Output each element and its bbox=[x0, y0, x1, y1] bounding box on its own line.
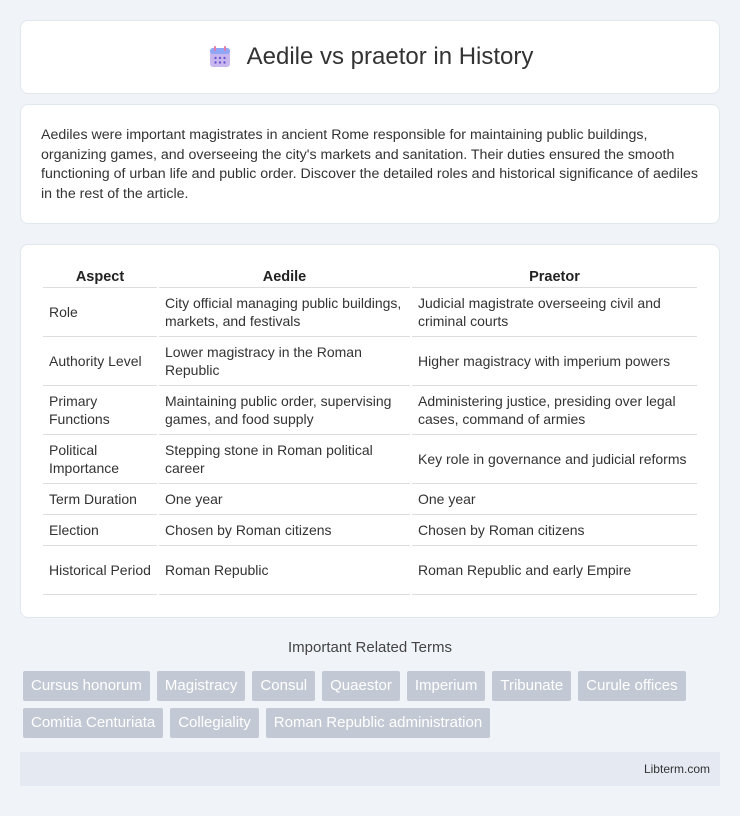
table-row bbox=[43, 546, 697, 595]
table-cell: Term Duration bbox=[43, 484, 157, 515]
header-card bbox=[20, 20, 720, 94]
table-cell: Judicial magistrate overseeing civil and criminal courts bbox=[412, 288, 697, 337]
tag-consul[interactable]: Consul bbox=[252, 671, 315, 701]
tag-tribunate[interactable]: Tribunate bbox=[492, 671, 571, 701]
footer bbox=[20, 752, 720, 786]
table-cell: Authority Level bbox=[43, 337, 157, 386]
page-title: Aedile vs praetor in History bbox=[246, 43, 534, 70]
related-terms-title: Important Related Terms bbox=[288, 639, 452, 656]
footer-site-link[interactable]: Libterm.com bbox=[643, 762, 710, 776]
tag-magistracy[interactable]: Magistracy bbox=[157, 671, 246, 701]
table-row bbox=[43, 515, 697, 546]
intro-text: Aediles were important magistrates in ancient Rome responsible for maintaining public buildings, organizing games, and overseeing the city's markets and sanitation. Their duties ensured the smooth functioning of urban life and public order. Discover the detailed roles and historical significance of aediles in the rest of the article. bbox=[41, 127, 698, 202]
table-cell: Roman Republic and early Empire bbox=[412, 546, 697, 595]
comparison-table bbox=[41, 267, 699, 595]
tag-comitia-centuriata[interactable]: Comitia Centuriata bbox=[23, 708, 163, 738]
table-cell: Primary Functions bbox=[43, 386, 157, 435]
table-row bbox=[43, 484, 697, 515]
table-cell: One year bbox=[412, 484, 697, 515]
tag-roman-republic-administration[interactable]: Roman Republic administration bbox=[266, 708, 490, 738]
related-terms-tags bbox=[23, 671, 723, 738]
header-aedile: Aedile bbox=[159, 267, 410, 288]
table-row bbox=[43, 288, 697, 337]
calendar-icon bbox=[207, 44, 233, 70]
header-praetor: Praetor bbox=[412, 267, 697, 288]
table-cell: Key role in governance and judicial reforms bbox=[412, 435, 697, 484]
table-cell: Higher magistracy with imperium powers bbox=[412, 337, 697, 386]
table-cell: Roman Republic bbox=[159, 546, 410, 595]
table-cell: Maintaining public order, supervising games, and food supply bbox=[159, 386, 410, 435]
intro-card bbox=[20, 104, 720, 224]
tag-collegiality[interactable]: Collegiality bbox=[170, 708, 259, 738]
table-cell: Political Importance bbox=[43, 435, 157, 484]
tag-curule-offices[interactable]: Curule offices bbox=[578, 671, 685, 701]
tag-quaestor[interactable]: Quaestor bbox=[322, 671, 400, 701]
table-header-row bbox=[43, 267, 697, 288]
table-cell: Stepping stone in Roman political career bbox=[159, 435, 410, 484]
tag-imperium[interactable]: Imperium bbox=[407, 671, 486, 701]
table-cell: One year bbox=[159, 484, 410, 515]
table-cell: Historical Period bbox=[43, 546, 157, 595]
table-row bbox=[43, 337, 697, 386]
header-aspect: Aspect bbox=[43, 267, 157, 288]
table-cell: Lower magistracy in the Roman Republic bbox=[159, 337, 410, 386]
table-cell: Election bbox=[43, 515, 157, 546]
table-row bbox=[43, 435, 697, 484]
table-cell: Role bbox=[43, 288, 157, 337]
tag-cursus-honorum[interactable]: Cursus honorum bbox=[23, 671, 150, 701]
table-cell: City official managing public buildings, markets, and festivals bbox=[159, 288, 410, 337]
comparison-card bbox=[20, 244, 720, 618]
table-row bbox=[43, 386, 697, 435]
table-cell: Chosen by Roman citizens bbox=[412, 515, 697, 546]
table-cell: Administering justice, presiding over legal cases, command of armies bbox=[412, 386, 697, 435]
table-cell: Chosen by Roman citizens bbox=[159, 515, 410, 546]
